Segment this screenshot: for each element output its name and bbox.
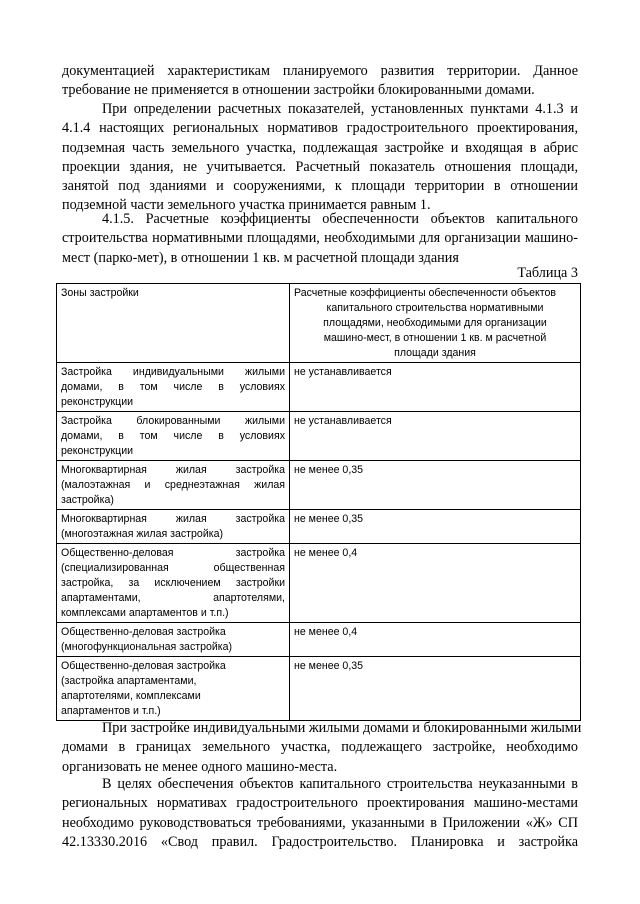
text-line: строительства нормативными площадями, необходимыми для организации машино- [62,230,578,247]
zone-cell [57,510,290,544]
cell-text: Общественно-деловая застройка [61,660,226,672]
cell-text: апартотелями, комплексами [61,690,201,702]
header-coefficients [290,284,581,363]
table-row [57,363,581,412]
paragraph-calculation [62,100,578,216]
text-line: требование не применяется в отношении застройки блокированными домами. [62,82,535,99]
table-row [57,412,581,461]
value-cell: не устанавливается [290,412,581,461]
header-text: Зоны застройки [61,287,139,299]
table-row [57,544,581,623]
cell-text: Многоквартирная жилая застройка [61,464,285,476]
cell-text: домами, в том числе в условиях [61,430,285,442]
header-text: капитального строительства нормативными [326,302,544,314]
cell-text: комплексами апартаментов и т.п.) [61,607,229,619]
zone-cell [57,461,290,510]
cell-text: реконструкции [61,396,134,408]
paragraph-other-objects [62,775,578,852]
text-line: подземной части земельного участка принимается равным 1. [62,197,431,214]
value-cell: не менее 0,4 [290,623,581,657]
cell-text: (многоэтажная жилая застройка) [61,528,224,540]
text-line: региональных нормативах градостроительного проектирования машино-местами [62,795,578,812]
header-text: площадями, необходимыми для организации [323,317,547,329]
table-row [57,510,581,544]
table-row [57,461,581,510]
text-line: необходимо руководствоваться требованиями, указанными в Приложении «Ж» СП [62,814,578,831]
header-zones [57,284,290,363]
text-line: мест (парко-мет), в отношении 1 кв. м расчетной площади здания [62,249,459,266]
text-line: занятой под зданиями и сооружениями, к площади территории в отношении [62,178,578,195]
paragraph-requirements [62,62,578,101]
zone-cell [57,363,290,412]
cell-text: (специализированная общественная [61,562,285,574]
zone-cell [57,623,290,657]
paragraph-section-4-1-5 [62,210,578,268]
cell-text: (малоэтажная и среднеэтажная жилая [61,479,285,491]
table-header-row [57,284,581,363]
header-text: Расчетные коэффициенты обеспеченности объектов [294,287,556,299]
table-caption: Таблица 3 [517,265,578,281]
zone-cell [57,412,290,461]
header-text: площади здания [394,347,476,359]
header-text: машино-мест, в отношении 1 кв. м расчетной [323,332,547,344]
text-line: При застройке индивидуальными жилыми домами и блокированными жилыми [102,720,582,736]
cell-text: Застройка блокированными жилыми [61,415,285,427]
text-line: 4.1.4 настоящих региональных нормативов градостроительного проектирования, [62,120,578,137]
value-cell: не менее 0,35 [290,510,581,544]
value-cell: не менее 0,4 [290,544,581,623]
zone-cell [57,657,290,721]
cell-text: апартаментов и т.п.) [61,705,161,717]
cell-text: застройка, за исключением застройки [61,577,285,589]
value-cell: не менее 0,35 [290,657,581,721]
value-cell: не менее 0,35 [290,461,581,510]
zone-cell [57,544,290,623]
text-line: организовать не менее одного машино-места. [62,758,338,775]
text-line: документацией характеристикам планируемого развития территории. Данное [62,63,578,79]
text-line: домами в границах земельного участка, подлежащего застройке, необходимо [62,739,578,756]
cell-text: Общественно-деловая застройка [61,547,285,559]
cell-text: домами, в том числе в условиях [61,381,285,393]
table-row [57,623,581,657]
cell-text: реконструкции [61,445,134,457]
cell-text: Многоквартирная жилая застройка [61,513,285,525]
cell-text: застройка) [61,494,114,506]
parking-coefficients-table [56,283,581,721]
text-line: При определении расчетных показателей, установленных пунктами 4.1.3 и [102,101,578,117]
cell-text: апартаментами, апартотелями, [61,592,285,604]
text-line: 42.13330.2016 «Свод правил. Градостроительство. Планировка и застройка [62,833,578,850]
text-line: проекции здания, не учитывается. Расчетный показатель отношения площади, [62,158,578,175]
text-line: 4.1.5. Расчетные коэффициенты обеспеченности объектов капитального [102,211,578,227]
value-cell: не устанавливается [290,363,581,412]
text-line: подземная часть земельного участка, подлежащая застройке и входящая в абрис [62,139,578,156]
cell-text: Общественно-деловая застройка [61,626,226,638]
text-line: В целях обеспечения объектов капитального строительства неуказанными в [102,776,578,792]
table-row [57,657,581,721]
cell-text: (застройка апартаментами, [61,675,197,687]
cell-text: Застройка индивидуальными жилыми [61,366,285,378]
cell-text: (многофункциональная застройка) [61,641,233,653]
paragraph-individual-housing [62,719,582,777]
